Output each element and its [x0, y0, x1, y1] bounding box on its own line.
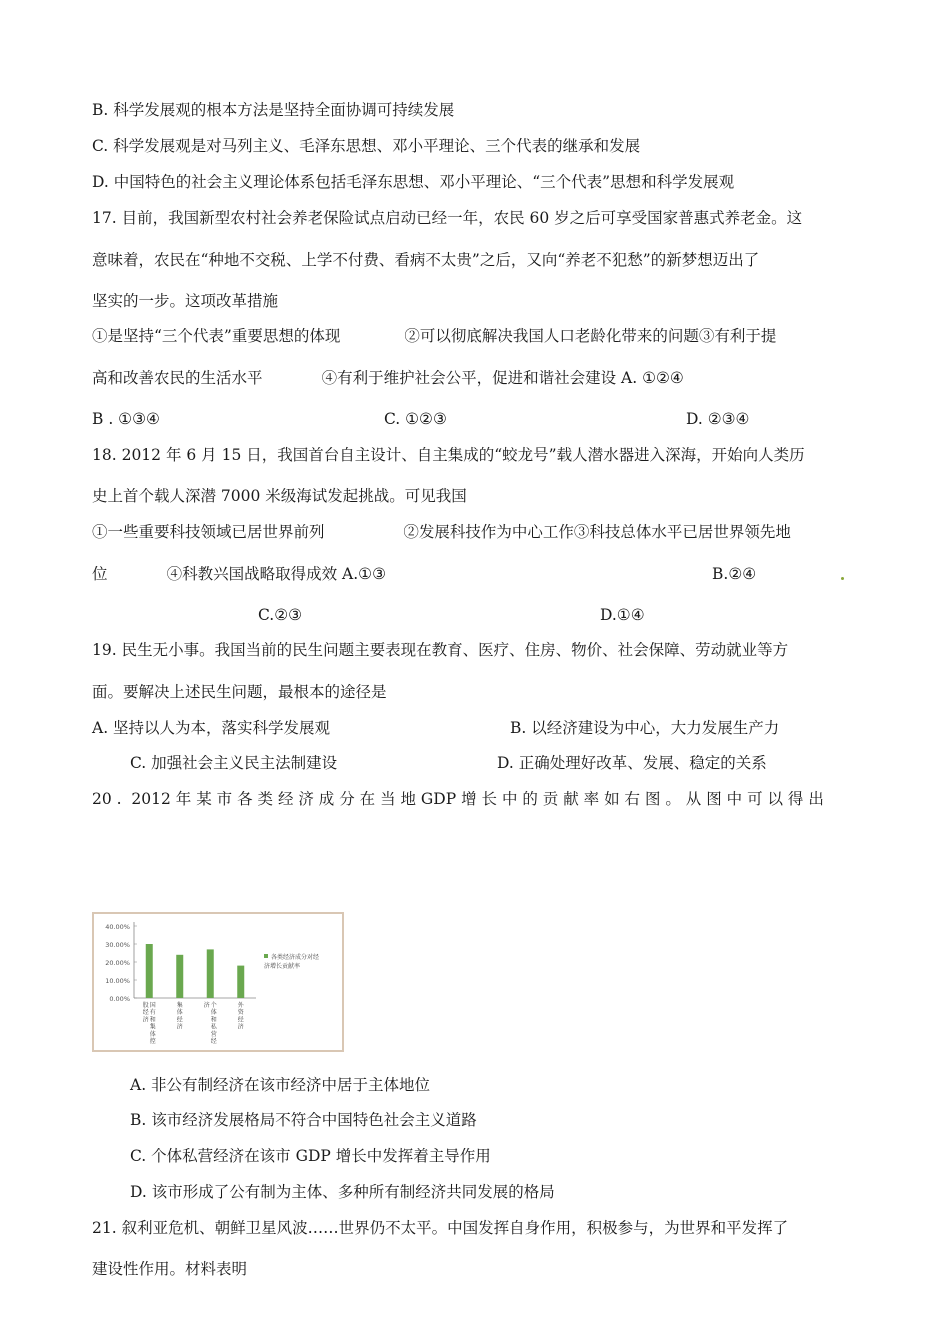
y-tick-label: 40.00%	[105, 923, 130, 931]
x-tick-label	[143, 1001, 156, 1045]
x-tick-char: 私	[210, 1023, 217, 1031]
x-tick-char: 经	[142, 1009, 149, 1017]
text-line: B. 该市经济发展格局不符合中国特色社会主义道路	[130, 1111, 477, 1129]
text-line: C.②③	[258, 606, 303, 624]
x-tick-char: 外	[237, 1002, 244, 1009]
x-tick-char: 个	[210, 1002, 217, 1009]
x-tick-char: 营	[210, 1030, 217, 1038]
text-line: 高和改善农民的生活水平 ④有利于维护社会公平，促进和谐社会建设 A. ①②④	[92, 369, 684, 387]
bar-4	[237, 966, 244, 998]
x-tick-char: 集	[176, 1002, 183, 1009]
bar-1	[146, 944, 153, 998]
gdp-contribution-chart	[92, 912, 344, 1052]
text-line: 18. 2012 年 6 月 15 日，我国首台自主设计、自主集成的“蛟龙号”载人潜水器进入深海，开始向人类历	[92, 446, 805, 464]
x-tick-char: 济	[237, 1023, 244, 1031]
y-tick-label: 10.00%	[105, 977, 130, 985]
text-line: C. 科学发展观是对马列主义、毛泽东思想、邓小平理论、三个代表的继承和发展	[92, 137, 641, 155]
text-line: D. ②③④	[686, 410, 750, 428]
text-line: A. 非公有制经济在该市经济中居于主体地位	[130, 1076, 431, 1094]
text-line: 17. 目前，我国新型农村社会养老保险试点启动已经一年，农民 60 岁之后可享受国家普惠式养老金。这	[92, 209, 803, 227]
text-line: 20 . 2012 年 某 市 各 类 经 济 成 分 在 当 地 GDP 增 长 中 的 贡 献 率 如 右 图 。 从 图 中 可 以 得 出	[92, 790, 824, 808]
x-tick-char: 国	[149, 1002, 156, 1009]
text-line: ①是坚持“三个代表”重要思想的体现 ②可以彻底解决我国人口老龄化带来的问题③有利于提	[92, 327, 777, 345]
text-line: 位 ④科教兴国战略取得成效 A.①③	[92, 565, 386, 583]
x-tick-char: 济	[142, 1016, 149, 1024]
x-tick-char: 资	[237, 1009, 244, 1017]
text-line: C. 个体私营经济在该市 GDP 增长中发挥着主导作用	[130, 1147, 491, 1165]
chart-svg	[94, 914, 342, 1050]
x-tick-char: 体	[210, 1009, 217, 1017]
x-tick-char: 集	[149, 1023, 156, 1031]
legend-label: 各类经济成分对经	[271, 954, 320, 961]
legend-label-cont: 济增长贡献率	[264, 963, 301, 970]
text-line: B . ①③④	[92, 410, 160, 428]
text-line: D.①④	[600, 606, 645, 624]
text-line: 19. 民生无小事。我国当前的民生问题主要表现在教育、医疗、住房、物价、社会保障、劳动就业等方	[92, 641, 789, 659]
x-tick-char: 经	[176, 1016, 183, 1024]
text-line: 21. 叙利亚危机、朝鲜卫星风波……世界仍不太平。中国发挥自身作用，积极参与，为世界和平发挥了	[92, 1219, 789, 1237]
y-tick-label: 30.00%	[105, 941, 130, 949]
text-line: B. 科学发展观的根本方法是坚持全面协调可持续发展	[92, 101, 455, 119]
text-line: C. ①②③	[384, 410, 447, 428]
bar-3	[207, 949, 214, 998]
stray-mark	[841, 577, 844, 580]
x-tick-char: 股	[142, 1002, 149, 1009]
legend-swatch	[264, 954, 268, 958]
text-line: 坚实的一步。这项改革措施	[92, 292, 279, 310]
text-line: B.②④	[712, 565, 757, 583]
x-tick-label	[177, 1001, 183, 1031]
x-tick-char: 和	[210, 1016, 217, 1024]
y-tick-label: 20.00%	[105, 959, 130, 967]
x-tick-char: 有	[149, 1009, 156, 1017]
text-line: D. 该市形成了公有制为主体、多种所有制经济共同发展的格局	[130, 1183, 555, 1201]
text-line: 面。要解决上述民生问题，最根本的途径是	[92, 683, 387, 701]
text-line: A. 坚持以人为本，落实科学发展观	[92, 719, 331, 737]
text-line: D. 正确处理好改革、发展、稳定的关系	[497, 754, 767, 772]
x-tick-label	[238, 1001, 245, 1031]
x-tick-char: 控	[149, 1038, 156, 1045]
x-tick-char: 和	[149, 1016, 156, 1024]
x-tick-char: 体	[176, 1009, 183, 1017]
text-line: D. 中国特色的社会主义理论体系包括毛泽东思想、邓小平理论、“三个代表”思想和科学发展观	[92, 173, 735, 191]
text-line: C. 加强社会主义民主法制建设	[130, 754, 338, 772]
y-tick-label: 0.00%	[109, 995, 130, 1003]
x-tick-label	[204, 1001, 218, 1045]
x-tick-char: 经	[210, 1038, 217, 1045]
bar-2	[176, 955, 183, 998]
text-line: 建设性作用。材料表明	[92, 1260, 248, 1278]
text-line: 史上首个载人深潜 7000 米级海试发起挑战。可见我国	[92, 487, 467, 505]
x-tick-char: 经	[237, 1016, 244, 1024]
text-line: ①一些重要科技领域已居世界前列 ②发展科技作为中心工作③科技总体水平已居世界领先地	[92, 523, 791, 541]
x-tick-char: 济	[176, 1023, 183, 1031]
x-tick-char: 体	[149, 1030, 156, 1038]
text-line: 意味着，农民在“种地不交税、上学不付费、看病不太贵”之后，又向“养老不犯愁”的新梦想迈出了	[92, 251, 760, 269]
x-tick-char: 济	[203, 1002, 210, 1009]
text-line: B. 以经济建设为中心，大力发展生产力	[510, 719, 780, 737]
